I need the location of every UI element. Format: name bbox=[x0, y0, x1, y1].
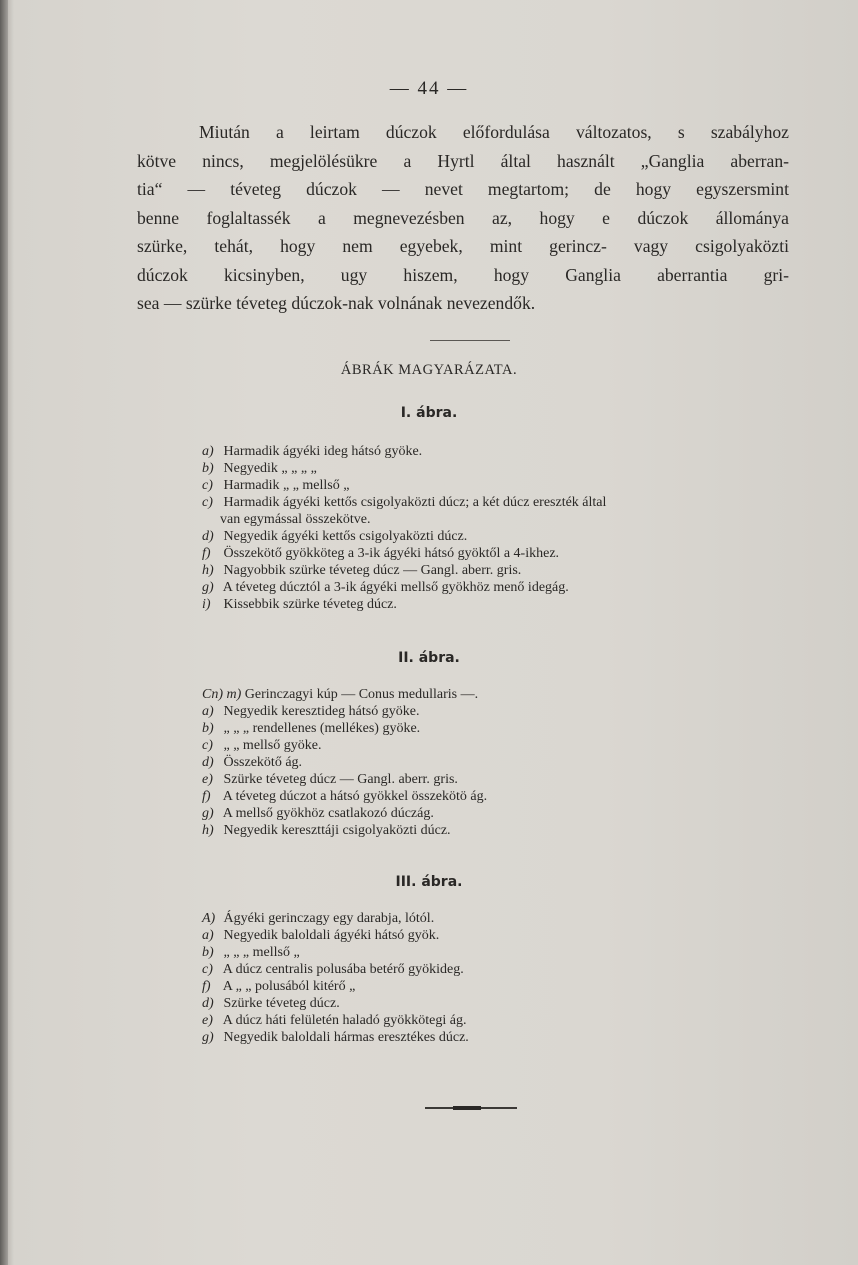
paragraph-line: kötve nincs, megjelölésükre a Hyrtl által használt „Ganglia aberran- bbox=[137, 150, 789, 171]
list-item bbox=[202, 822, 802, 839]
item-text: Harmadik ágyéki kettős csigolyaközti dúcz; a két dúcz ereszték által bbox=[223, 495, 607, 510]
list-item bbox=[202, 771, 802, 788]
list-item bbox=[202, 477, 802, 494]
section-heading: ÁBRÁK MAGYARÁZATA. bbox=[340, 362, 518, 378]
list-item bbox=[202, 460, 802, 477]
item-label: f) bbox=[202, 546, 211, 561]
item-text: Harmadik „ „ mellső „ bbox=[223, 478, 350, 493]
item-text: Nagyobbik szürke téveteg dúcz — Gangl. aberr. gris. bbox=[223, 563, 522, 578]
paragraph-line: szürke, tehát, hogy nem egyebek, mint gerincz- vagy csigolyaközti bbox=[137, 236, 789, 256]
item-label: b) bbox=[202, 721, 214, 736]
figure-legend-list bbox=[202, 910, 802, 1046]
section-divider bbox=[430, 340, 510, 341]
item-label: a) bbox=[202, 928, 214, 943]
figure-legend-list bbox=[202, 443, 802, 613]
list-item bbox=[202, 1012, 802, 1029]
list-item bbox=[202, 961, 802, 978]
paragraph-line: tia“ — téveteg dúczok — nevet megtartom; de hogy egyszersmint bbox=[137, 179, 789, 199]
item-text: van egymással összekötve. bbox=[220, 512, 371, 527]
item-text: „ „ mellső gyöke. bbox=[223, 738, 322, 753]
list-item bbox=[202, 805, 802, 822]
item-label: a) bbox=[202, 444, 214, 459]
item-text: Negyedik „ „ „ „ bbox=[223, 461, 317, 476]
body-paragraph bbox=[137, 118, 789, 318]
item-label: f) bbox=[202, 789, 211, 804]
item-label: a) bbox=[202, 704, 214, 719]
item-text: A „ „ polusából kitérő „ bbox=[222, 979, 356, 994]
item-text: Negyedik keresztideg hátsó gyöke. bbox=[223, 704, 420, 719]
item-label: g) bbox=[202, 580, 214, 595]
list-item bbox=[202, 511, 802, 528]
list-item bbox=[202, 927, 802, 944]
item-text: Összekötő gyökköteg a 3-ik ágyéki hátsó gyöktől a 4-ikhez. bbox=[223, 546, 560, 561]
item-text: Gerinczagyi kúp — Conus medullaris —. bbox=[244, 687, 479, 702]
item-label: h) bbox=[202, 823, 214, 838]
list-item bbox=[202, 686, 802, 703]
paragraph-line: dúczok kicsinyben, ugy hiszem, hogy Ganglia aberrantia gri- bbox=[137, 264, 789, 285]
item-label: g) bbox=[202, 806, 214, 821]
item-label: b) bbox=[202, 945, 214, 960]
list-item bbox=[202, 579, 802, 596]
list-item bbox=[202, 944, 802, 961]
list-item bbox=[202, 703, 802, 720]
item-label: c) bbox=[202, 478, 213, 493]
item-label: e) bbox=[202, 772, 213, 787]
paragraph-line: benne foglaltassék a megnevezésben az, hogy e dúczok állománya bbox=[137, 207, 789, 228]
item-text: „ „ „ mellső „ bbox=[223, 945, 300, 960]
list-item bbox=[202, 1029, 802, 1046]
paragraph-line: Miután a leirtam dúczok előfordulása változatos, s szabályhoz bbox=[199, 122, 789, 142]
item-label: d) bbox=[202, 755, 214, 770]
item-text: Negyedik baloldali hármas eresztékes dúcz. bbox=[223, 1030, 469, 1045]
item-text: Összekötő ág. bbox=[223, 755, 303, 770]
list-item bbox=[202, 545, 802, 562]
item-text: Negyedik kereszttáji csigolyaközti dúcz. bbox=[223, 823, 451, 838]
figure-title: I. ábra. bbox=[400, 405, 458, 421]
page-number: — 44 — bbox=[389, 78, 469, 99]
list-item bbox=[202, 910, 802, 927]
list-item bbox=[202, 494, 802, 511]
item-text: Szürke téveteg dúcz. bbox=[223, 996, 340, 1011]
list-item bbox=[202, 978, 802, 995]
item-label: e) bbox=[202, 1013, 213, 1028]
item-label: g) bbox=[202, 1030, 214, 1045]
list-item bbox=[202, 737, 802, 754]
item-text: Negyedik ágyéki kettős csigolyaközti dúcz. bbox=[223, 529, 468, 544]
item-label: i) bbox=[202, 597, 211, 612]
item-text: Ágyéki gerinczagy egy darabja, lótól. bbox=[223, 911, 435, 926]
item-label: c) bbox=[202, 962, 213, 977]
item-text: Szürke téveteg dúcz — Gangl. aberr. gris. bbox=[223, 772, 458, 787]
item-label: Cn) m) bbox=[202, 687, 242, 702]
list-item bbox=[202, 596, 802, 613]
end-ornament-rule bbox=[425, 1107, 517, 1109]
figure-title: III. ábra. bbox=[395, 874, 463, 890]
paragraph-line: sea — szürke téveteg dúczok-nak volnának nevezendők. bbox=[137, 293, 536, 313]
item-text: Harmadik ágyéki ideg hátsó gyöke. bbox=[223, 444, 423, 459]
list-item bbox=[202, 528, 802, 545]
item-text: A dúcz háti felületén haladó gyökkötegi ág. bbox=[222, 1013, 467, 1028]
list-item bbox=[202, 720, 802, 737]
item-text: A dúcz centralis polusába betérő gyökideg. bbox=[222, 962, 464, 977]
list-item bbox=[202, 788, 802, 805]
list-item bbox=[202, 562, 802, 579]
item-label: c) bbox=[202, 495, 213, 510]
item-label: c) bbox=[202, 738, 213, 753]
item-text: „ „ „ rendellenes (mellékes) gyöke. bbox=[223, 721, 421, 736]
list-item bbox=[202, 754, 802, 771]
item-text: A téveteg dúczot a hátsó gyökkel összekötö ág. bbox=[222, 789, 488, 804]
page-spine-shadow bbox=[0, 0, 8, 1265]
item-text: Negyedik baloldali ágyéki hátsó gyök. bbox=[223, 928, 440, 943]
item-text: A mellső gyökhöz csatlakozó dúczág. bbox=[222, 806, 434, 821]
item-label: b) bbox=[202, 461, 214, 476]
figure-legend-list bbox=[202, 686, 802, 839]
item-label: A) bbox=[202, 911, 216, 926]
item-label: f) bbox=[202, 979, 211, 994]
item-text: A téveteg dúcztól a 3-ik ágyéki mellső gyökhöz menő idegág. bbox=[222, 580, 569, 595]
item-label: d) bbox=[202, 529, 214, 544]
item-text: Kissebbik szürke téveteg dúcz. bbox=[223, 597, 397, 612]
list-item bbox=[202, 443, 802, 460]
figure-title: II. ábra. bbox=[398, 650, 460, 666]
item-label: d) bbox=[202, 996, 214, 1011]
list-item bbox=[202, 995, 802, 1012]
item-label: h) bbox=[202, 563, 214, 578]
